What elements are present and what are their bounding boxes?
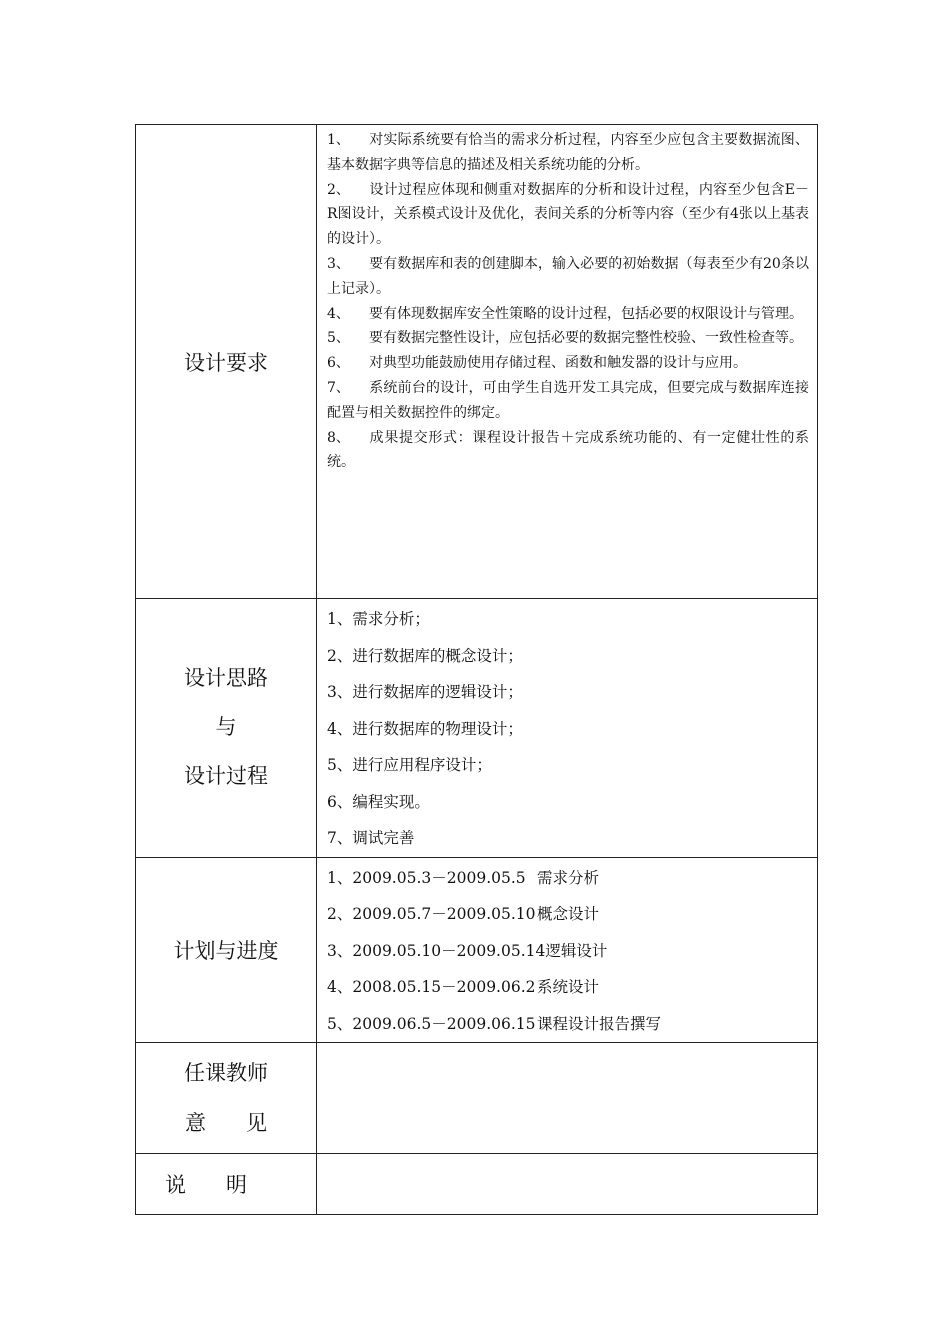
requirement-text: 对实际系统要有恰当的需求分析过程，内容至少应包含主要数据流图、基本数据字典等信息的描述及相关系统功能的分析。 [327,132,809,173]
requirements-list [317,125,817,475]
approach-steps [317,599,817,857]
requirements-label: 设计要求 [136,125,317,599]
schedule-item [327,896,809,933]
requirement-item [327,426,809,476]
teacher-opinion-content [317,1043,818,1154]
schedule-label: 计划与进度 [136,857,317,1043]
requirement-number: 5、 [327,330,350,347]
schedule-date: 3、2009.05.10－2009.05.14 [327,941,546,960]
schedule-item [327,860,809,897]
schedule-date: 2、2009.05.7－2009.05.10 [327,905,536,923]
requirement-item [327,326,809,351]
approach-step: 6、编程实现。 [327,792,430,811]
schedule-item [327,933,809,970]
approach-row [136,599,818,858]
schedule-content [317,857,818,1043]
requirement-item [327,178,809,252]
approach-step: 5、进行应用程序设计； [327,756,492,774]
approach-label-line: 与 [215,715,237,740]
course-design-form-table [135,124,818,1215]
approach-step: 3、进行数据库的逻辑设计； [327,683,523,701]
schedule-item [327,1006,809,1043]
approach-step: 7、调试完善 [327,829,415,847]
notes-row [136,1154,818,1215]
requirement-item [327,302,809,327]
requirement-number: 7、 [327,379,350,396]
approach-step: 4、进行数据库的物理设计； [327,719,523,738]
approach-step: 2、进行数据库的概念设计； [327,646,523,665]
schedule-list [317,858,817,1043]
schedule-task: 课程设计报告撰写 [537,1014,662,1033]
schedule-date: 4、2008.05.15－2009.06.2 [327,978,536,996]
requirement-text: 要有数据库和表的创建脚本，输入必要的初始数据（每表至少有20条以上记录）。 [327,255,809,297]
schedule-date: 1、2009.05.3－2009.05.5 [327,868,526,887]
requirements-content [317,125,818,599]
requirements-row [136,125,818,599]
schedule-task: 需求分析 [537,868,600,887]
requirement-number: 2、 [327,181,350,198]
schedule-date: 5、2009.06.5－2009.06.15 [327,1014,536,1033]
approach-label [136,599,317,858]
requirement-text: 成果提交形式：课程设计报告＋完成系统功能的、有一定健壮性的系统。 [327,429,809,471]
teacher-opinion-row [136,1043,818,1154]
notes-content [317,1154,818,1215]
approach-label-line: 设计思路 [184,666,268,691]
schedule-task: 逻辑设计 [545,941,608,960]
notes-label: 说明 [136,1154,317,1215]
approach-label-line: 设计过程 [184,764,268,789]
requirement-number: 1、 [327,132,350,148]
requirement-number: 8、 [327,429,350,446]
requirement-text: 系统前台的设计，可由学生自选开发工具完成，但要完成与数据库连接配置与相关数据控件的绑定。 [327,379,809,421]
requirement-item [327,252,809,302]
approach-content [317,599,818,858]
requirement-item [327,351,809,376]
requirement-number: 4、 [327,305,350,322]
schedule-task: 系统设计 [537,978,600,996]
requirement-text: 要有数据完整性设计，应包括必要的数据完整性校验、一致性检查等。 [369,330,803,347]
requirement-number: 6、 [327,355,350,372]
schedule-task: 概念设计 [537,905,600,923]
schedule-item [327,969,809,1006]
teacher-opinion-label-line: 任课教师 [184,1061,268,1085]
requirement-item [327,376,809,426]
requirement-text: 设计过程应体现和侧重对数据库的分析和设计过程，内容至少包含E－R图设计，关系模式设计及优化，表间关系的分析等内容（至少有4张以上基表的设计）。 [327,181,809,248]
requirement-number: 3、 [327,255,350,272]
teacher-opinion-label-line: 意见 [185,1111,307,1135]
requirement-text: 对典型功能鼓励使用存储过程、函数和触发器的设计与应用。 [369,355,747,372]
schedule-row [136,857,818,1043]
approach-step: 1、需求分析； [327,610,430,628]
requirement-text: 要有体现数据库安全性策略的设计过程，包括必要的权限设计与管理。 [369,305,803,322]
requirement-item [327,128,809,178]
teacher-opinion-label [136,1043,317,1154]
